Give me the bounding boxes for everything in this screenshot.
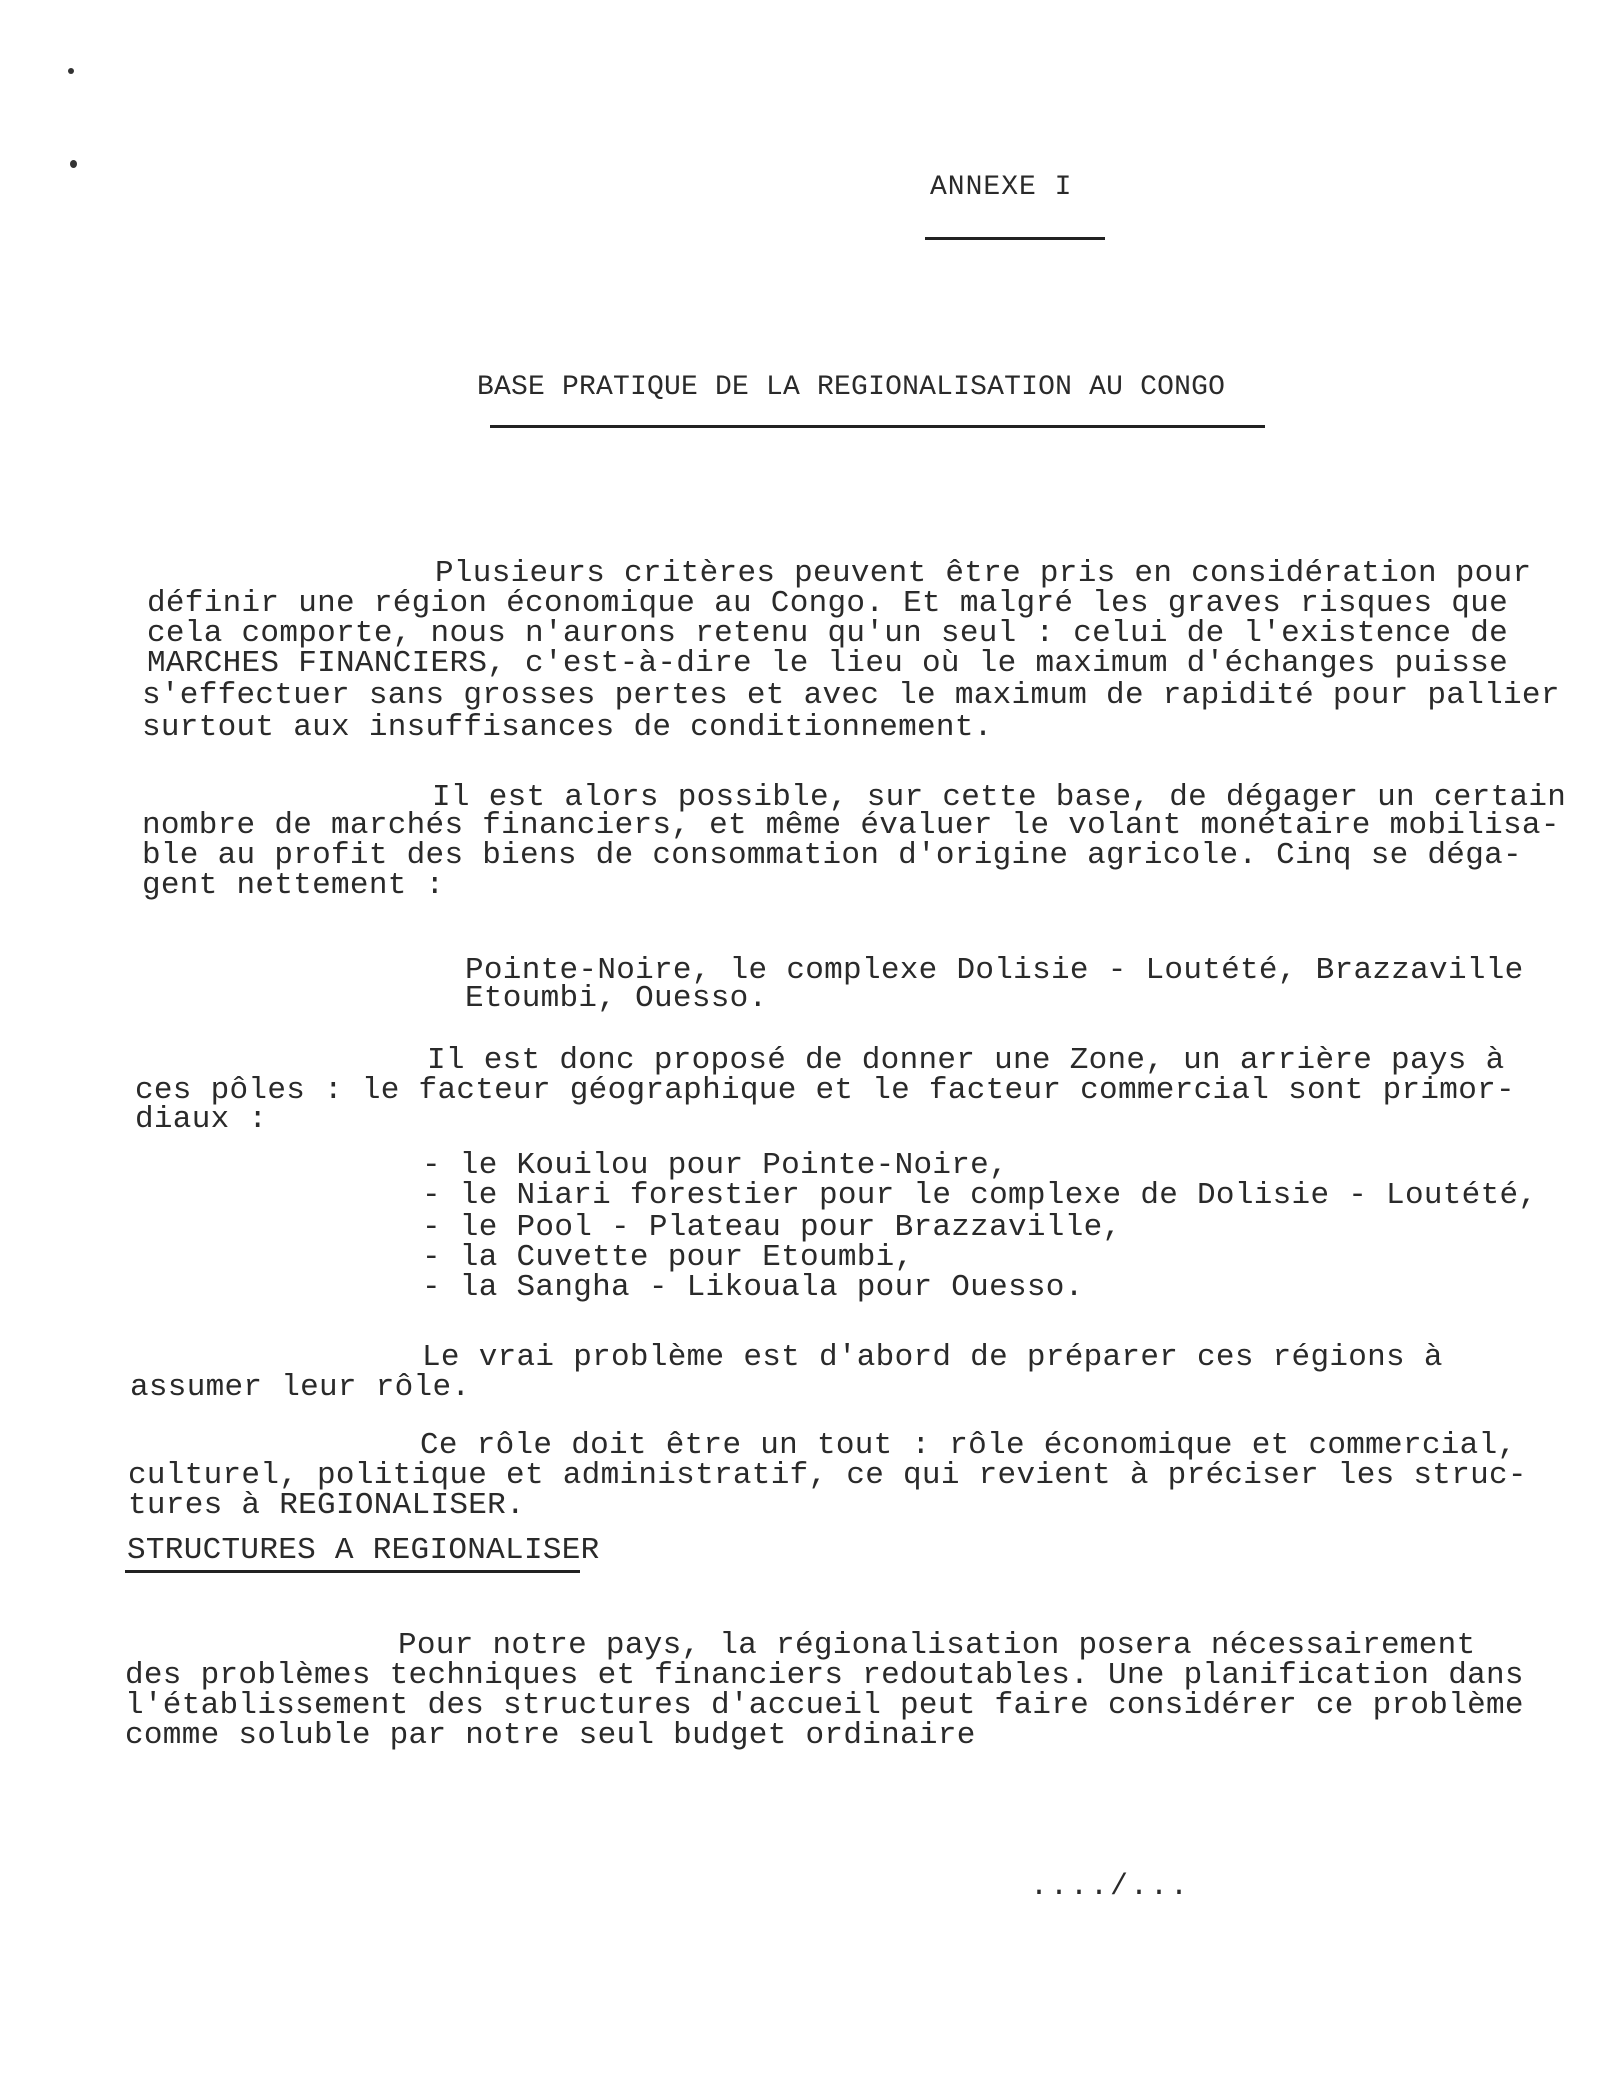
text-line: l'établissement des structures d'accueil peut faire considérer ce problème xyxy=(125,1688,1524,1723)
text-line: ces pôles : le facteur géographique et le facteur commercial sont primor- xyxy=(135,1073,1515,1108)
section-heading: STRUCTURES A REGIONALISER xyxy=(127,1533,600,1568)
annex-label: ANNEXE I xyxy=(930,172,1073,203)
text-line: gent nettement : xyxy=(142,868,445,903)
annex-underline xyxy=(925,237,1105,240)
list-item: - le Pool - Plateau pour Brazzaville, xyxy=(422,1210,1122,1245)
text-line: Plusieurs critères peuvent être pris en considération pour xyxy=(435,556,1532,591)
list-item: - le Niari forestier pour le complexe de Dolisie - Loutété, xyxy=(422,1178,1538,1213)
title-underline xyxy=(490,425,1265,428)
margin-dot xyxy=(68,68,74,74)
text-line: Pour notre pays, la régionalisation posera nécessairement xyxy=(398,1628,1476,1663)
text-line: des problèmes techniques et financiers redoutables. Une planification dans xyxy=(125,1658,1524,1693)
list-item: - la Cuvette pour Etoumbi, xyxy=(422,1240,914,1275)
text-line: cela comporte, nous n'aurons retenu qu'un seul : celui de l'existence de xyxy=(147,616,1509,651)
text-line: surtout aux insuffisances de conditionnement. xyxy=(142,710,993,745)
text-line: comme soluble par notre seul budget ordinaire xyxy=(125,1718,976,1753)
text-line: ble au profit des biens de consommation d'origine agricole. Cinq se déga- xyxy=(142,838,1522,873)
text-line: diaux : xyxy=(135,1102,268,1137)
text-line: culturel, politique et administratif, ce qui revient à préciser les struc- xyxy=(128,1458,1527,1493)
continuation-mark: ..../... xyxy=(1030,1870,1191,1904)
text-line: Il est donc proposé de donner une Zone, un arrière pays à xyxy=(427,1043,1505,1078)
text-line: assumer leur rôle. xyxy=(130,1370,471,1405)
list-item: - le Kouilou pour Pointe-Noire, xyxy=(422,1148,1008,1183)
text-line: Le vrai problème est d'abord de préparer ces régions à xyxy=(422,1340,1443,1375)
text-line: tures à REGIONALISER. xyxy=(128,1488,525,1523)
text-line: MARCHES FINANCIERS, c'est-à-dire le lieu où le maximum d'échanges puisse xyxy=(147,646,1509,681)
margin-dot xyxy=(70,160,77,168)
text-line: nombre de marchés financiers, et même évaluer le volant monétaire mobilisa- xyxy=(142,808,1560,843)
text-line: Il est alors possible, sur cette base, de dégager un certain xyxy=(432,780,1567,815)
text-line: Pointe-Noire, le complexe Dolisie - Loutété, Brazzaville xyxy=(465,953,1524,988)
section-heading-underline xyxy=(125,1570,580,1573)
text-line: s'effectuer sans grosses pertes et avec le maximum de rapidité pour pallier xyxy=(142,678,1560,713)
text-line: définir une région économique au Congo. Et malgré les graves risques que xyxy=(147,586,1509,621)
list-item: - la Sangha - Likouala pour Ouesso. xyxy=(422,1270,1084,1305)
document-title: BASE PRATIQUE DE LA REGIONALISATION AU CONGO xyxy=(477,372,1226,403)
text-line: Etoumbi, Ouesso. xyxy=(465,981,768,1016)
text-line: Ce rôle doit être un tout : rôle économique et commercial, xyxy=(420,1428,1517,1463)
